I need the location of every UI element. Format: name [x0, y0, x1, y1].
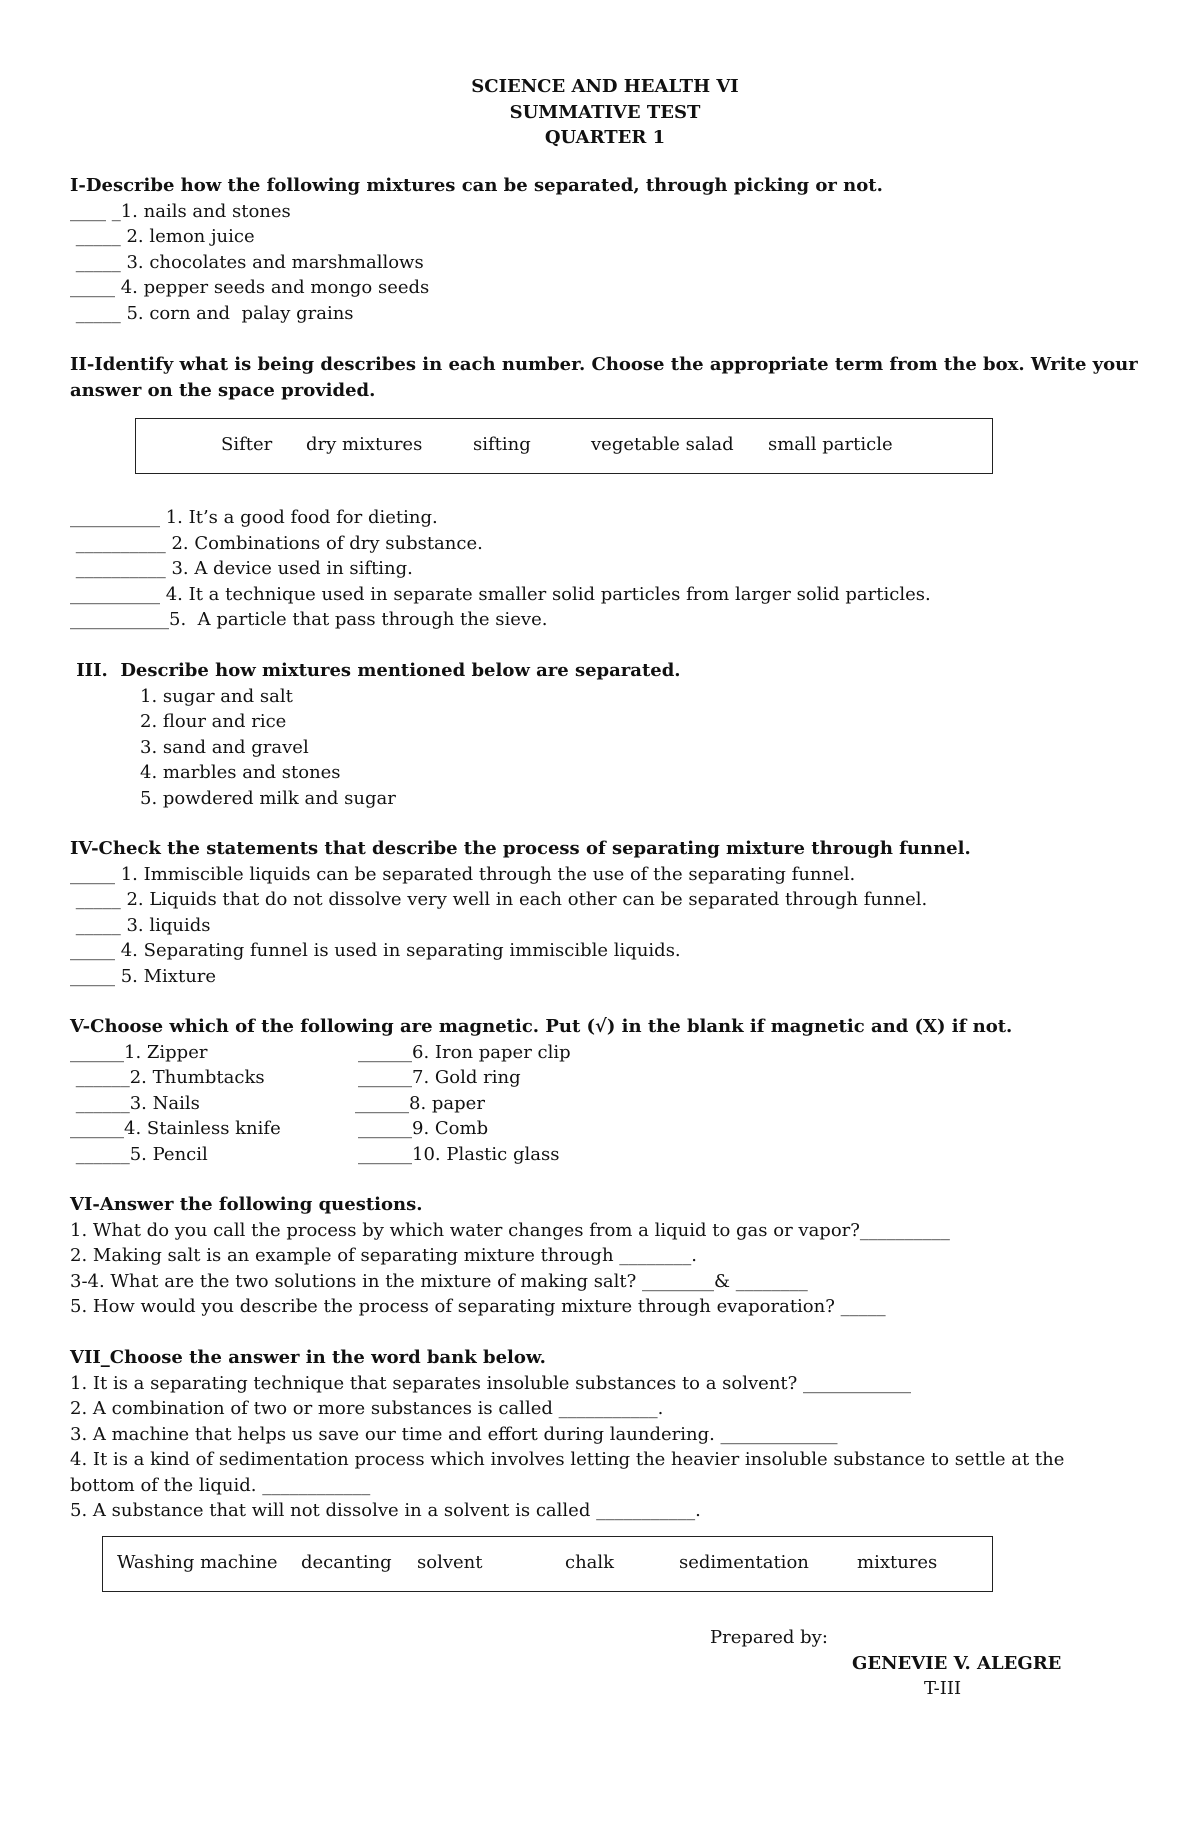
list-item: __________ 1. It’s a good food for dieting.	[70, 507, 438, 528]
list-item: _____ 5. corn and palay grains	[70, 302, 354, 324]
test-header	[0, 74, 1200, 151]
word-bank-box	[135, 418, 993, 474]
list-item: bottom of the liquid. ____________	[70, 1474, 371, 1496]
list-item: __________ 3. A device used in sifting.	[70, 558, 413, 579]
list-item: 5. powdered milk and sugar	[140, 787, 396, 809]
list-item: 3-4. What are the two solutions in the mixture of making salt? ________& ________	[70, 1270, 808, 1292]
list-item: _____ 3. chocolates and marshmallows	[70, 251, 424, 273]
list-item: _____ 5. Mixture	[70, 965, 217, 987]
word-bank-term: mixtures	[857, 1552, 938, 1573]
list-item: 3. A machine that helps us save our time and effort during laundering. _____________	[70, 1423, 838, 1445]
section-7-heading: VII_Choose the answer in the word bank below.	[70, 1347, 546, 1368]
list-item: ______9. Comb	[358, 1118, 489, 1139]
word-bank-term: sifting	[473, 434, 531, 455]
list-item: ______3. Nails	[70, 1092, 200, 1114]
list-item: 2. flour and rice	[140, 711, 287, 732]
list-item: ____ _1. nails and stones	[70, 200, 291, 222]
section-1-heading: I-Describe how the following mixtures can be separated, through picking or not.	[70, 175, 883, 196]
list-item: 2. A combination of two or more substances is called ___________.	[70, 1398, 664, 1419]
list-item: 4. It is a kind of sedimentation process which involves letting the heavier insoluble substance to settle at the	[70, 1449, 1065, 1470]
preparer-position: T-III	[924, 1678, 962, 1699]
preparer-name: GENEVIE V. ALEGRE	[852, 1653, 1062, 1674]
section-2-heading-cont: answer on the space provided.	[70, 379, 376, 401]
section-7	[70, 1345, 1130, 1524]
list-item: 1. What do you call the process by which water changes from a liquid to gas or vapor?__________	[70, 1219, 950, 1241]
list-item: ______1. Zipper	[70, 1041, 208, 1063]
word-bank-term: chalk	[565, 1552, 615, 1573]
word-bank-term: sedimentation	[679, 1552, 809, 1573]
list-item: 5. How would you describe the process of separating mixture through evaporation? _____	[70, 1296, 886, 1317]
list-item: ______6. Iron paper clip	[358, 1041, 571, 1063]
list-item: 3. sand and gravel	[140, 736, 309, 758]
word-bank-term: Washing machine	[117, 1552, 278, 1573]
word-bank-term: small particle	[768, 434, 893, 455]
section-3	[70, 658, 1130, 811]
list-item: _____ 1. Immiscible liquids can be separated through the use of the separating funnel.	[70, 863, 856, 885]
section-5-heading: V-Choose which of the following are magnetic. Put (√) in the blank if magnetic and (X) if not.	[70, 1016, 1013, 1037]
list-item: 1. sugar and salt	[140, 685, 293, 707]
list-item: ______8. paper	[355, 1092, 485, 1114]
list-item: ______4. Stainless knife	[70, 1118, 281, 1139]
word-bank-term: Sifter	[221, 434, 273, 455]
section-2	[70, 352, 1138, 403]
section-3-heading: III. Describe how mixtures mentioned below are separated.	[70, 660, 681, 681]
word-bank-box-2	[102, 1536, 993, 1592]
list-item: _____ 4. pepper seeds and mongo seeds	[70, 277, 430, 298]
section-1	[70, 173, 1130, 326]
list-item: __________ 4. It a technique used in separate smaller solid particles from larger solid particles.	[70, 583, 931, 605]
section-6-heading: VI-Answer the following questions.	[70, 1194, 423, 1215]
list-item: 1. It is a separating technique that separates insoluble substances to a solvent? ____________	[70, 1372, 912, 1394]
list-item: _____ 4. Separating funnel is used in separating immiscible liquids.	[70, 940, 681, 961]
subject-title: SCIENCE AND HEALTH VI	[471, 76, 739, 97]
prepared-by-label: Prepared by:	[710, 1627, 828, 1648]
list-item: _____ 3. liquids	[70, 914, 211, 936]
section-2-items	[70, 505, 1130, 633]
section-4	[70, 836, 1130, 989]
section-6	[70, 1192, 1130, 1320]
list-item: ______10. Plastic glass	[358, 1143, 560, 1165]
test-title: SUMMATIVE TEST	[509, 101, 701, 123]
list-item: __________ 2. Combinations of dry substance.	[70, 532, 483, 554]
section-2-heading: II-Identify what is being describes in each number. Choose the appropriate term from the box. Write your	[70, 354, 1138, 375]
section-4-heading: IV-Check the statements that describe the process of separating mixture through funnel.	[70, 838, 971, 859]
list-item: ______7. Gold ring	[358, 1067, 521, 1088]
section-5	[70, 1014, 1130, 1167]
list-item: ______2. Thumbtacks	[70, 1067, 265, 1088]
list-item: ______5. Pencil	[70, 1143, 208, 1165]
list-item: ___________5. A particle that pass through the sieve.	[70, 609, 548, 630]
word-bank-term: solvent	[417, 1552, 483, 1573]
list-item: _____ 2. lemon juice	[70, 226, 255, 247]
list-item: 2. Making salt is an example of separating mixture through ________.	[70, 1245, 697, 1266]
word-bank-term: decanting	[301, 1552, 392, 1573]
word-bank-term: vegetable salad	[591, 434, 734, 455]
list-item: 5. A substance that will not dissolve in a solvent is called ___________.	[70, 1500, 701, 1521]
word-bank-term: dry mixtures	[306, 434, 423, 455]
list-item: _____ 2. Liquids that do not dissolve very well in each other can be separated through funnel.	[70, 889, 928, 910]
list-item: 4. marbles and stones	[140, 762, 341, 783]
quarter-title: QUARTER 1	[544, 127, 666, 148]
